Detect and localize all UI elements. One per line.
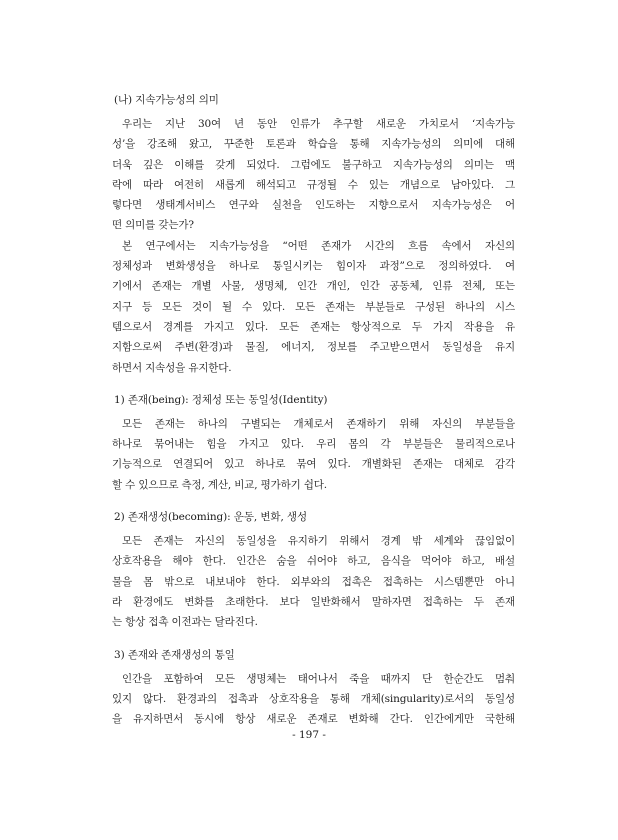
text-line: 지구 등 모든 것이 될 수 있다. 모든 존재는 부분들로 구성된 하나의 시스: [112, 300, 515, 313]
text-line: 템으로서 경계를 가지고 있다. 모든 존재는 항상적으로 두 가지 작용을 유: [112, 320, 515, 333]
text-line: 본 연구에서는 지속가능성을 “어떤 존재가 시간의 흐름 속에서 자신의: [122, 239, 515, 252]
text-line: 을 유지하면서 동시에 항상 새로운 존재로 변화해 간다. 인간에게만 국한해: [112, 713, 515, 726]
text-line: 모든 존재는 자신의 동일성을 유지하기 위해서 경계 밖 세계와 끊임없이: [122, 535, 515, 548]
text-line: 기에서 존재는 개별 사물, 생명체, 인간 개인, 인간 공동체, 인류 전체, 또는: [112, 280, 515, 293]
text-line: 하나로 묶어내는 힘을 가지고 있다. 우리 몸의 각 부분들은 물리적으로나: [112, 438, 515, 451]
section-heading-being: 1) 존재(being): 정체성 또는 동일성(Identity): [114, 393, 328, 406]
text-line: 라 환경에도 변화를 초래한다. 보다 일반화해서 말하자면 접촉하는 두 존재: [112, 595, 515, 608]
page-number: - 197 -: [292, 729, 326, 741]
text-line: 하면서 지속성을 유지한다.: [112, 361, 232, 374]
text-line: 지함으로써 주변(환경)과 물질, 에너지, 정보를 주고받으면서 동일성을 유지: [112, 341, 515, 354]
text-line: 할 수 있으므로 측정, 계산, 비교, 평가하기 쉽다.: [112, 478, 327, 491]
text-line: 있지 않다. 환경과의 접촉과 상호작용을 통해 개체(singularity)로서의 동일성: [112, 692, 515, 705]
paragraph: [112, 236, 515, 378]
text-line: 는 항상 접촉 이전과는 달라진다.: [112, 616, 258, 629]
text-line: 떤 의미를 갖는가?: [112, 219, 194, 232]
paragraph: [112, 114, 515, 236]
text-line: 더욱 깊은 이해를 갖게 되었다. 그럼에도 불구하고 지속가능성의 의미는 맥: [112, 158, 515, 171]
paragraph: [112, 531, 515, 632]
paragraph: [112, 669, 515, 730]
text-line: 정체성과 변화생성을 하나로 통일시키는 힘이자 과정”으로 정의하였다. 여: [112, 260, 515, 273]
text-line: 기능적으로 연결되어 있고 하나로 묶여 있다. 개별화된 존재는 대체로 감각: [112, 458, 515, 471]
section-heading-sustainability-meaning: (나) 지속가능성의 의미: [114, 94, 219, 106]
text-line: 물을 몸 밖으로 내보내야 한다. 외부와의 접촉은 접촉하는 시스템뿐만 아니: [112, 575, 515, 588]
section-heading-becoming: 2) 존재생성(becoming): 운동, 변화, 생성: [114, 511, 307, 524]
text-line: 락에 따라 여전히 새롭게 해석되고 규정될 수 있는 개념으로 남아있다. 그: [112, 178, 515, 191]
text-line: 렇다면 생태계서비스 연구와 실천을 인도하는 지향으로서 지속가능성은 어: [112, 199, 515, 212]
paragraph: [112, 414, 515, 495]
section-heading-unity: 3) 존재와 존재생성의 통일: [114, 648, 235, 661]
text-line: 인간을 포함하여 모든 생명체는 태어나서 죽을 때까지 단 한순간도 멈춰: [122, 672, 515, 685]
text-line: 성’을 강조해 왔고, 꾸준한 토론과 학습을 통해 지속가능성의 의미에 대해: [112, 138, 515, 151]
text-line: 상호작용을 해야 한다. 인간은 숨을 쉬어야 하고, 음식을 먹어야 하고, 배설: [112, 555, 515, 568]
document-body: [112, 92, 515, 729]
text-line: 우리는 지난 30여 년 동안 인류가 추구할 새로운 가치로서 ‘지속가능: [122, 118, 515, 130]
text-line: 모든 존재는 하나의 구별되는 개체로서 존재하기 위해 자신의 부분들을: [122, 417, 515, 430]
